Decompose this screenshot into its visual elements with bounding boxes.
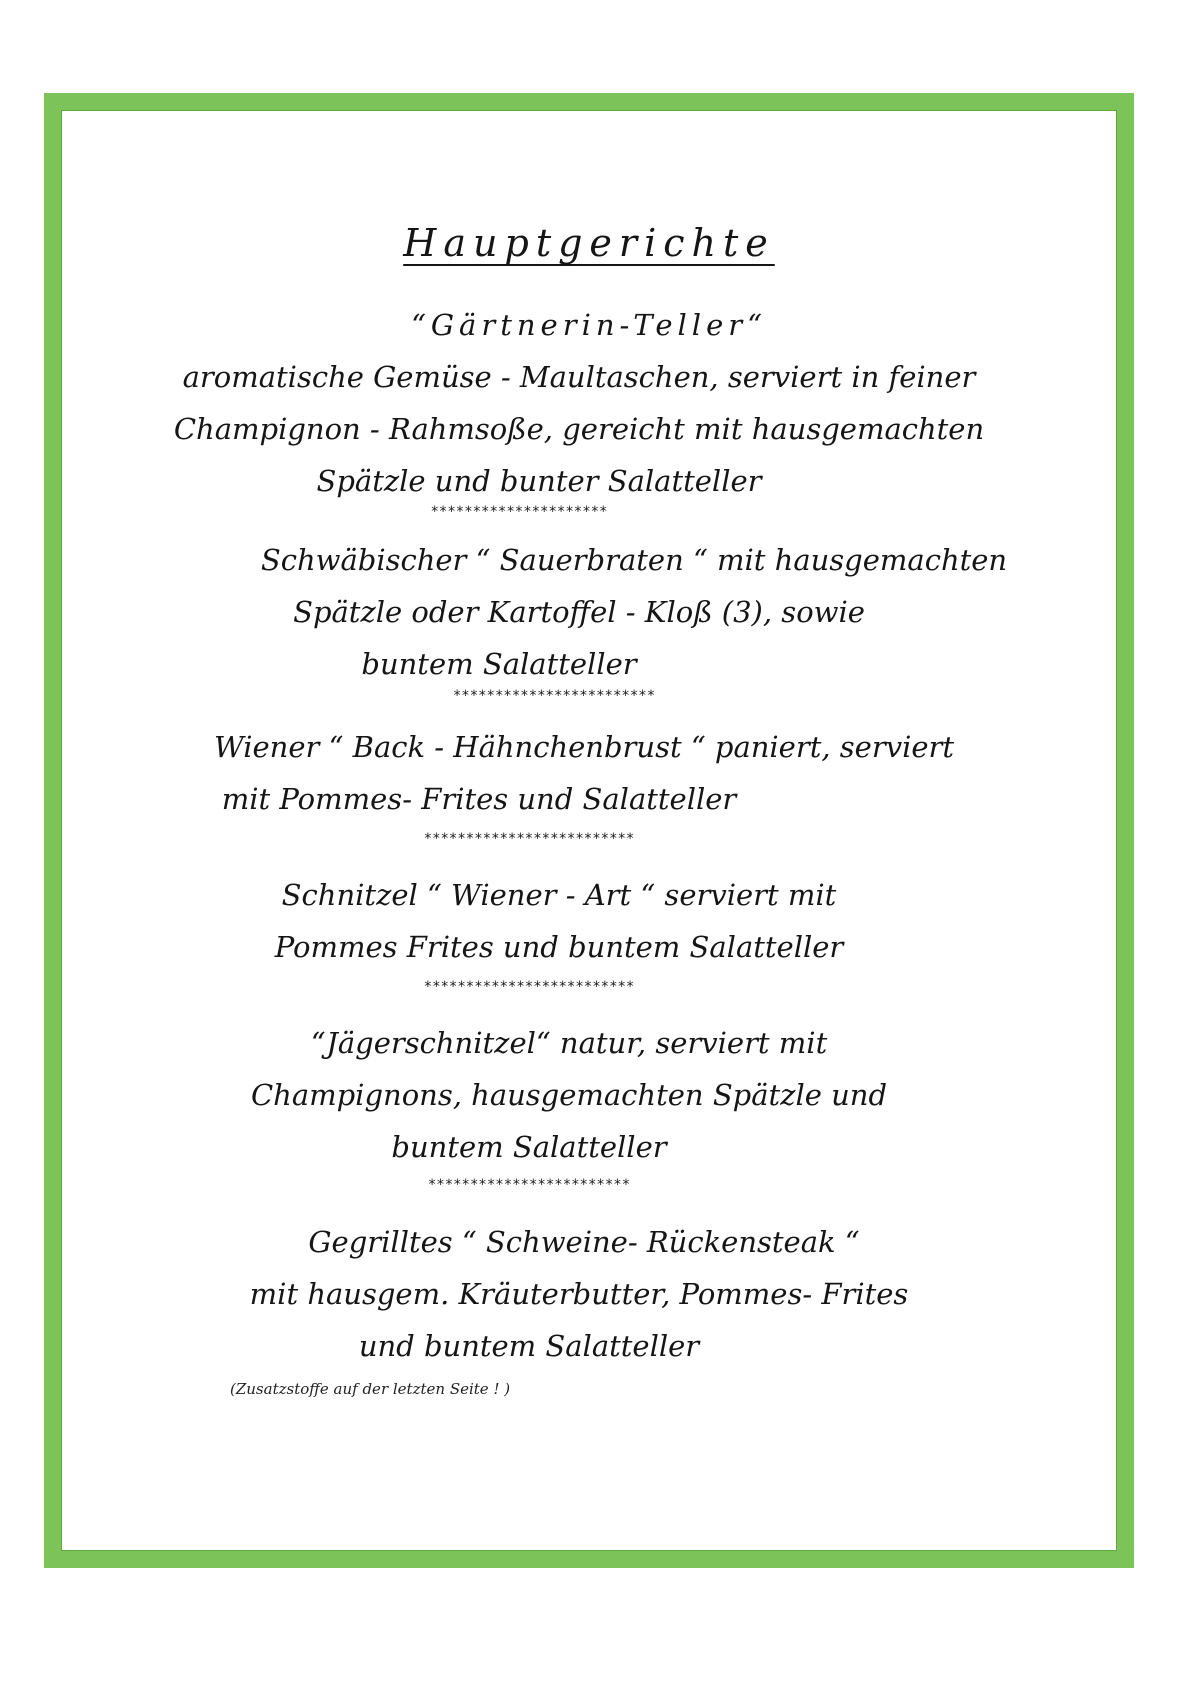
divider-1: ********************* — [430, 504, 608, 520]
dish-1-line-2: aromatische Gemüse - Maultaschen, serviert in feiner — [182, 360, 976, 394]
dish-1-line-3: Champignon - Rahmsoße, gereicht mit hausgemachten — [173, 412, 985, 446]
divider-4: ************************* — [423, 979, 635, 995]
dish-2-line-3: buntem Salatteller — [361, 647, 637, 681]
dish-4-line-1: Schnitzel “ Wiener - Art “ serviert mit — [281, 878, 837, 912]
dish-5-line-1: “Jägerschnitzel“ natur, serviert mit — [310, 1026, 828, 1060]
dish-1-line-4: Spätzle und bunter Salatteller — [316, 464, 762, 498]
dish-3-line-1: Wiener “ Back - Hähnchenbrust “ paniert, serviert — [213, 730, 955, 764]
menu-frame — [44, 93, 1134, 1568]
dish-6-line-2: mit hausgem. Kräuterbutter, Pommes- Frites — [249, 1277, 909, 1311]
divider-2: ************************ — [452, 688, 656, 704]
dish-1-title: “Gärtnerin-Teller“ — [411, 308, 767, 342]
dish-5-line-3: buntem Salatteller — [391, 1130, 667, 1164]
dish-3-line-2: mit Pommes- Frites und Salatteller — [221, 782, 737, 816]
divider-3: ************************* — [423, 831, 635, 847]
menu-page — [61, 110, 1117, 1551]
dish-2-line-2: Spätzle oder Kartoffel - Kloß (3), sowie — [293, 595, 865, 629]
dish-2-line-1: Schwäbischer “ Sauerbraten “ mit hausgemachten — [260, 543, 1008, 577]
footnote: (Zusatzstoffe auf der letzten Seite ! ) — [230, 1380, 511, 1398]
dish-6-line-1: Gegrilltes “ Schweine- Rückensteak “ — [308, 1225, 860, 1259]
dish-5-line-2: Champignons, hausgemachten Spätzle und — [250, 1078, 888, 1112]
dish-6-line-3: und buntem Salatteller — [358, 1329, 700, 1363]
divider-5: ************************ — [427, 1177, 631, 1193]
dish-4-line-2: Pommes Frites und buntem Salatteller — [274, 930, 844, 964]
menu-title: Hauptgerichte — [403, 221, 775, 265]
